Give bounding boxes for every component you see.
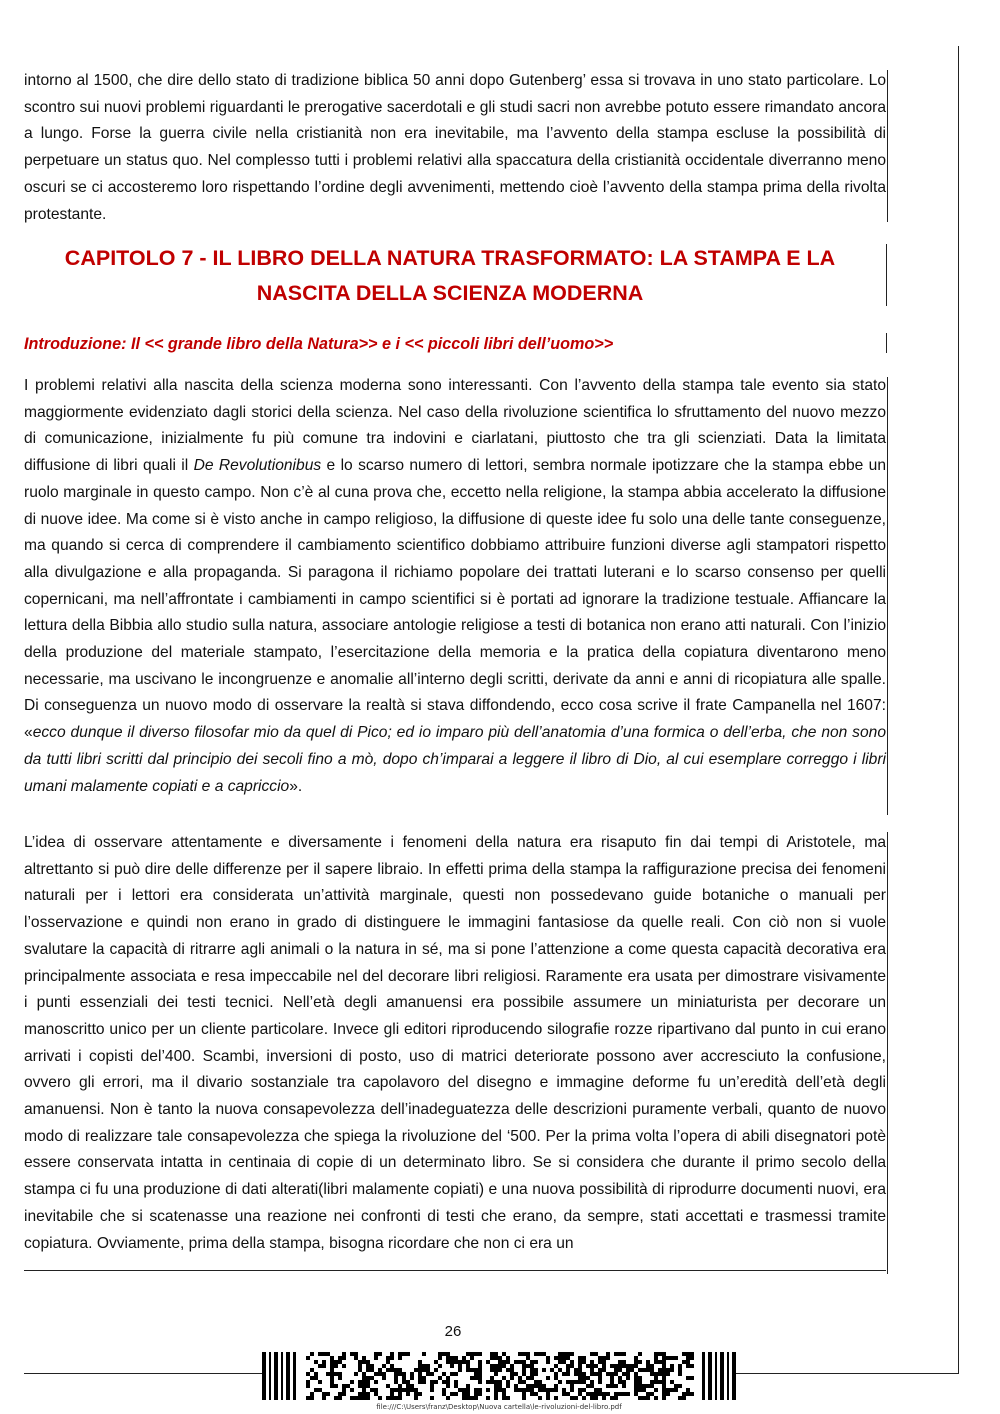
chapter-title: CAPITOLO 7 - IL LIBRO DELLA NATURA TRASFORMATO: LA STAMPA E LA NASCITA DELLA SCIENZA MODERNA xyxy=(64,246,836,305)
margin-bar xyxy=(887,377,888,815)
margin-bar xyxy=(887,832,888,1274)
paragraph-science xyxy=(24,373,886,800)
paragraph-intro xyxy=(24,68,886,228)
margin-bar xyxy=(886,244,887,306)
margin-bar xyxy=(886,333,887,353)
page-number: 26 xyxy=(444,1323,462,1340)
paragraph-3-text: L’idea di osservare attentamente e diversamente i fenomeni della natura era risaputo fin dai tempi di Aristotele, ma altrettanto si può dire delle differenze per il sapere libraio. In effetti prima della stampa la raffigurazione precisa dei fenomeni naturali per i lettori era considerata un’attività marginale, questi non possedevano guide botaniche o manuali per l’osservazione e quindi non erano in grado di distinguere le immagini fantasiose da quelle reali. Con ciò non si vuole svalutare la capacità di ritrarre agli animali o la natura in sé, ma si pone l’attenzione a come questa capacità decorativa era principalmente associata e resa impeccabile nel del decorare libri religiosi. Raramente era usata per dimostrare visivamente i punti essenziali dei testi tecnici. Nell’età degli amanuensi era possibile assumere un miniaturista per decorare un manoscritto unico per un cliente particolare. Invece gli editori riproducendo silografie rozze ripartivano dal punto in cui erano arrivati i copisti del’400. Scambi, inversioni di posto, uso di matrici deteriorate possono aver accresciuto la confusione, ovvero gli errori, ma il divario sostanziale tra capolavoro del disegno e immagine deforme fu un’eredità dell’età degli amanuensi. Non è tanto la nuova consapevolezza dell’inadeguatezza delle descrizioni puramente verbali, quanto de nuovo modo di realizzare tale consapevolezza che spiega la rivoluzione del ‘500. Per la prima volta l’opera di abili disegnatori potè essere conservata intatta in centinaia di copie di un determinato libro. Se si considera che durante il primo secolo della stampa ci fu una produzione di dati alterati(libri malamente copiati) e una nuova possibilità di riprodurre documenti nuovi, era inevitabile che si scatenasse una reazione nei confronti di testi che erano, da sempre, stati accettati e trasmessi tramite copiatura. Ovviamente, prima della stampa, bisogna ricordare che non ci era un xyxy=(24,834,886,1252)
section-subtitle: Introduzione: Il << grande libro della Natura>> e i << piccoli libri dell’uomo>> xyxy=(24,335,614,353)
text-bottom-rule xyxy=(24,1270,886,1271)
paragraph-2-text xyxy=(24,373,886,800)
paragraph-2-part-c: ». xyxy=(289,777,303,795)
paragraph-2-part-b: e lo scarso numero di lettori, sembra normale ipotizzare che la stampa ebbe un ruolo marginale in questo campo. Non c’è al cuna prova che, eccetto nella religione, la stampa abbia accelerato la diffusione di nuove idee. Ma come si è visto anche in campo religioso, la diffusione di queste idee fu solo una delle tante conseguenze, ma quando si cerca di comprendere il cambiamento scientifico dobbiamo attribuire funzioni diverse agli stampatori rispetto alla divulgazione e alla propaganda. Si paragona il richiamo popolare dei trattati luterani e lo scarso consenso per quelli copernicani, ma nell’affrontate i cambiamenti in campo scientifici si è portati ad ignorare la tradizione testuale. Affiancare la lettura della Bibbia allo studio sulla natura, associare antologie religiose a testi di botanica non erano atti naturali. Con l’inizio della produzione del materiale stampato, l’esercitazione della memoria e la pratica della copiatura diventarono meno necessarie, ma uscivano le incongruenze e anomalie all’interno degli scritti, derivate da anni e anni di ricopiatura alle spalle. Di conseguenza un nuovo modo di osservare la realtà si stava diffondendo, ecco cosa scrive il frate Campanella nel 1607: « xyxy=(24,457,887,742)
paragraph-1-text: intorno al 1500, che dire dello stato di tradizione biblica 50 anni dopo Gutenberg’ essa si trovava in uno stato particolare. Lo scontro sui nuovi problemi riguardanti le prerogative sacerdotali e gli studi sacri non avrebbe potuto essere rimandato ancora a lungo. Forse la guerra civile nella cristianità non era inevitabile, ma l’avvento della stampa escluse la possibilità di perpetuare un status quo. Nel complesso tutti i problemi relativi alla spaccatura della cristianità occidentale diverranno meno oscuri se ci accosteremo loro rispettando l’ordine degli avvenimenti, mettendo cioè l’avvento della stampa prima della rivolta protestante. xyxy=(24,72,886,223)
campanella-quote: ecco dunque il diverso filosofar mio da quel di Pico; ed io imparo più dell’anatomia d’una formica o dell’erba, che non sono da tutti libri scritti dal principio dei secoli fino a mò, dopo ch’imparai a leggere il libro di Dio, al cui esemplare correggo i libri umani malamente copiati e a capriccio xyxy=(24,724,886,795)
footer-file-path: file:///C:\Users\franz\Desktop\Nuova cartella\le-rivoluzioni-del-libro.pdf xyxy=(376,1403,622,1411)
footer-rule-left xyxy=(24,1373,262,1374)
paragraph-nature xyxy=(24,830,886,1257)
barcode-icon xyxy=(262,1352,736,1400)
page-edge-line xyxy=(958,46,959,1374)
paragraph-2-part-a: I problemi relativi alla nascita della scienza moderna sono interessanti. Con l’avvento della stampa tale evento sia stato maggiormente evidenziato dagli storici della scienza. Nel caso della rivoluzione scientifica lo sfruttamento del nuovo mezzo di comunicazione, inizialmente fu più comune tra indovini e ciarlatani, piuttosto che tra gli scienziati. Data la limitata diffusione di libri quali il xyxy=(24,377,886,475)
book-title: De Revolutionibus xyxy=(193,457,322,475)
footer-rule-right xyxy=(736,1373,958,1374)
margin-bar xyxy=(887,70,888,222)
